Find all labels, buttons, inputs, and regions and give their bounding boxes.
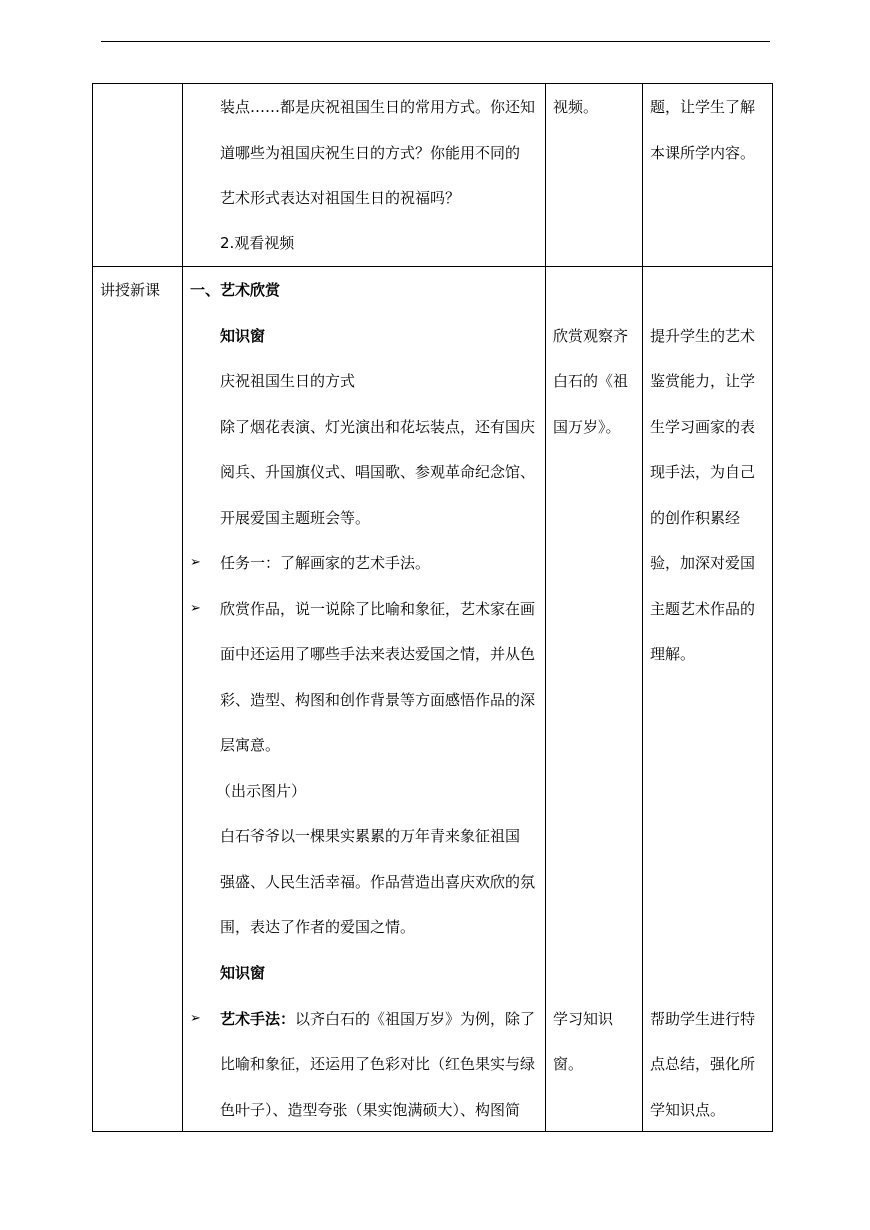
- appreciate-line: 面中还运用了哪些手法来表达爱国之情，并从色: [220, 645, 536, 663]
- knowledge-window-heading: 知识窗: [220, 964, 266, 982]
- show-picture-note: （出示图片）: [216, 782, 307, 800]
- knowledge-window-heading: 知识窗: [220, 327, 266, 345]
- paragraph-line: 强盛、人民生活幸福。作品营造出喜庆欢欣的氛: [220, 873, 536, 891]
- activity-line: 欣赏观察齐: [553, 327, 629, 345]
- bullet-arrow-icon: ➢: [190, 1011, 201, 1026]
- technique-line: 色叶子）、造型夸张（果实饱满硕大）、构图简: [220, 1101, 521, 1119]
- task-item: 任务一：了解画家的艺术手法。: [220, 554, 431, 572]
- intent-line: 的创作积累经: [650, 509, 741, 527]
- column-divider-1: [182, 83, 183, 1132]
- appreciate-line: 层寓意。: [220, 736, 281, 754]
- section-heading: 一、艺术欣赏: [190, 281, 281, 299]
- appreciate-line: 欣赏作品，说一说除了比喻和象征，艺术家在画: [220, 600, 536, 618]
- intent-line: 生学习画家的表: [650, 418, 756, 436]
- activity-line: 白石的《祖: [553, 372, 629, 390]
- intent-line: 提升学生的艺术: [650, 327, 756, 345]
- paragraph-line: 除了烟花表演、灯光演出和花坛装点，还有国庆: [220, 418, 536, 436]
- intent-line: 鉴赏能力，让学: [650, 372, 756, 390]
- row1-content-line: 装点……都是庆祝祖国生日的常用方式。你还知: [220, 98, 536, 116]
- paragraph-line: 白石爷爷以一棵果实累累的万年青来象征祖国: [220, 827, 521, 845]
- row1-content-line: 艺术形式表达对祖国生日的祝福吗？: [220, 189, 461, 207]
- intent-line: 理解。: [650, 645, 696, 663]
- intent-line: 现手法，为自己: [650, 463, 756, 481]
- row1-intent-line: 题，让学生了解: [650, 98, 756, 116]
- bullet-arrow-icon: ➢: [190, 601, 201, 616]
- intent-line: 验，加深对爱国: [650, 554, 756, 572]
- technique-label: 艺术手法：: [220, 1010, 296, 1028]
- intent-line: 点总结，强化所: [650, 1055, 756, 1073]
- intent-line: 学知识点。: [650, 1101, 726, 1119]
- row1-intent-line: 本课所学内容。: [650, 144, 756, 162]
- intent-line: 帮助学生进行特: [650, 1010, 756, 1028]
- subheading: 庆祝祖国生日的方式: [220, 372, 356, 390]
- activity-line: 国万岁》。: [553, 418, 621, 436]
- header-rule: [101, 41, 770, 42]
- column-divider-3: [642, 83, 643, 1132]
- intent-line: 主题艺术作品的: [650, 600, 756, 618]
- activity-line: 窗。: [553, 1055, 584, 1073]
- technique-line: 比喻和象征，还运用了色彩对比（红色果实与绿: [220, 1055, 536, 1073]
- technique-line: [220, 1009, 535, 1029]
- row1-content-line: 道哪些为祖国庆祝生日的方式？你能用不同的: [220, 144, 521, 162]
- row1-content-line: 2.观看视频: [220, 234, 295, 252]
- technique-text: 以齐白石的《祖国万岁》为例，除了: [295, 1010, 536, 1028]
- column-divider-2: [545, 83, 546, 1132]
- paragraph-line: 围，表达了作者的爱国之情。: [220, 918, 416, 936]
- row-divider: [92, 266, 773, 267]
- paragraph-line: 阅兵、升国旗仪式、唱国歌、参观革命纪念馆、: [220, 463, 536, 481]
- paragraph-line: 开展爱国主题班会等。: [220, 509, 371, 527]
- activity-line: 学习知识: [553, 1010, 614, 1028]
- row1-activity-text: 视频。: [553, 98, 599, 116]
- stage-label: 讲授新课: [100, 281, 161, 299]
- appreciate-line: 彩、造型、构图和创作背景等方面感悟作品的深: [220, 691, 536, 709]
- bullet-arrow-icon: ➢: [190, 555, 201, 570]
